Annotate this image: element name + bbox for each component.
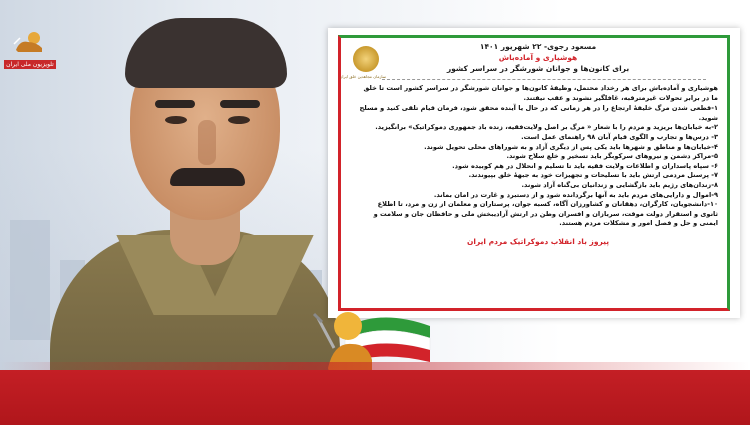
channel-logo-caption: تلویزیون ملی ایران — [4, 60, 56, 69]
portrait-brow-left — [155, 100, 195, 108]
statement-item: ۳- درس‌ها و تجارب و الگوی قیام آبان ۹۸ راهنمای عمل است. — [521, 132, 718, 141]
channel-logo — [4, 30, 56, 69]
statement-item: ۶- سپاه پاسداران و اطلاعات ولایت فقیه باید تا تسلیم و انحلال در هم کوبیده شود. — [452, 161, 718, 170]
statement-item: ۹-اموال و دارایی‌های مردم باید به آنها برگردانده شود و از دستبرد و غارت در امان بماند. — [433, 190, 718, 199]
portrait-nose — [198, 120, 216, 165]
statement-closing: پیروز باد انقلاب دموکراتیک مردم ایران — [466, 236, 610, 246]
statement-item: ۸-زندان‌های رژیم باید بازگشایی و زندانیان بی‌گناه آزاد شوند. — [521, 180, 718, 189]
statement-items — [358, 104, 718, 229]
statement-intro: هوشیاری و آماده‌باش برای هر رخداد محتمل، وظیفهٔ کانون‌ها و جوانان شورشگر در سراسر کشور است تا خلق ما در برابر تحولات غیرمترقبه، غافلگیر نشوند و عقب نیفتند. — [363, 84, 718, 102]
statement-byline: مسعود رجوی- ۲۲ شهریور ۱۴۰۱ — [479, 42, 597, 51]
statement-divider — [382, 79, 706, 80]
statement-item: ۵-مراکز دشمن و نیروهای سرکوبگر باید تسخیر و خلع سلاح شوند. — [506, 152, 718, 161]
bottom-red-band — [0, 370, 750, 425]
band-gradient — [0, 362, 750, 370]
portrait-brow-right — [220, 100, 260, 108]
lion-sun-emblem-icon — [12, 30, 48, 54]
statement-item: ۱۰-دانشجویان، کارگران، دهقانان و کشاورزان آگاه، کسبه جوان، پرستاران و معلمان از زن و مرد، تا اطلاع ثانوی و استقرار دولت موقت، سربازان و افسران وطن در ارتش آزادیبخش ملی و حافظان جان و سلامت و ایمنی و حل و فصل امور و مشکلات مردم هستند. — [373, 200, 718, 228]
card-logo-caption: سازمان مجاهدین خلق ایران — [339, 74, 386, 79]
portrait-eye-left — [165, 116, 187, 124]
statement-item: ۲-به خیابان‌ها بریزید و مردم را با شعار « مرگ بر اصل ولایت‌فقیه، زنده باد جمهوری دموکراتیک» برانگیزید. — [375, 123, 718, 132]
statement-title: هوشیاری و آماده‌باش — [498, 53, 578, 62]
statement-item: ۱-قطعی شدن مرگ خلیفهٔ ارتجاع را در هر زمانی که در حال یا آینده محقق شود، فرمان قیام تلقی کنید و مسلح شوید. — [359, 104, 718, 122]
statement-content — [352, 41, 724, 246]
portrait-hair — [125, 18, 287, 88]
statement-item: ۴-خیابان‌ها و مناطق و شهرها باید یکی پس از دیگری آزاد و به شوراهای محلی تحویل شوند. — [424, 142, 718, 151]
statement-subtitle: برای کانون‌ها و جوانان شورشگر در سراسر کشور — [446, 64, 630, 73]
statement-card — [328, 28, 740, 318]
statement-item: ۷- پرسنل مردمی ارتش باید با تسلیحات و تجهیزات خود به جبههٔ خلق بپیوندند. — [468, 171, 718, 180]
portrait-photo — [40, 0, 330, 380]
portrait-mustache — [170, 168, 245, 186]
portrait-eye-right — [228, 116, 250, 124]
